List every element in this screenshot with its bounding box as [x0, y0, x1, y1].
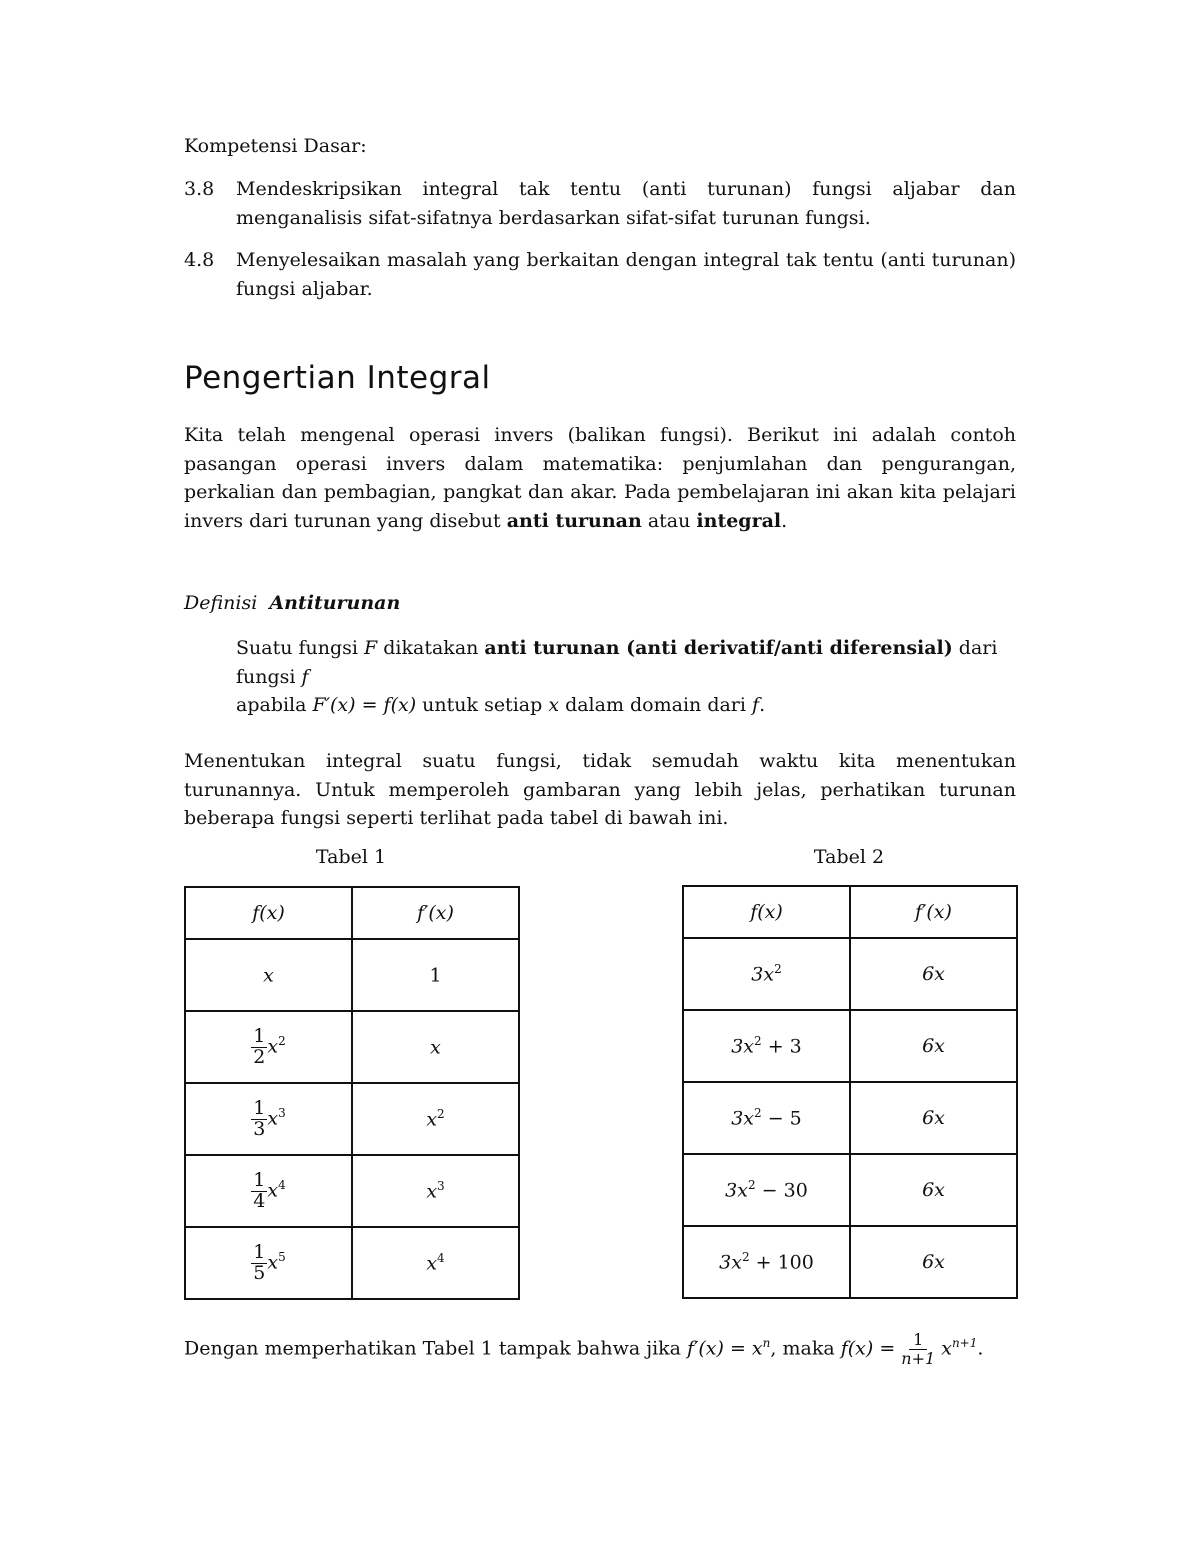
section-title: Pengertian Integral	[184, 360, 491, 396]
table2-cell-fx	[683, 938, 850, 1010]
math-exponent: 3	[437, 1179, 445, 1194]
def-text: dalam domain dari	[559, 694, 753, 716]
table1-header-fpx: f′(x)	[352, 887, 519, 939]
table2-cell-fx	[683, 1154, 850, 1226]
math-F: F	[364, 637, 378, 659]
conclusion-mid: , maka	[770, 1337, 841, 1360]
math-term: 3x	[751, 963, 775, 986]
math-exponent: 2	[278, 1033, 286, 1048]
table2-cell-fx	[683, 1082, 850, 1154]
table2-cell-fx	[683, 1010, 850, 1082]
math-exponent: 2	[754, 1106, 762, 1121]
math-exponent: 2	[741, 1250, 750, 1265]
conclusion-eq2: f(x) =	[840, 1337, 902, 1360]
definition-line-2	[236, 691, 1016, 720]
table1-cell-fpx	[352, 1083, 519, 1155]
definition-bold-term: anti turunan (anti derivatif/anti diferensial)	[484, 637, 953, 659]
math-term: 3x	[725, 1179, 748, 1202]
table1-cell-fx	[185, 939, 352, 1011]
math-base: x	[267, 1179, 279, 1201]
fraction	[251, 1240, 267, 1284]
kompetensi-text: Menyelesaikan masalah yang berkaitan dengan integral tak tentu (anti turunan) fungsi aljabar.	[236, 249, 1016, 300]
def-text: .	[759, 694, 766, 716]
table2	[682, 885, 1018, 1299]
table2-cell-fpx: 6x	[850, 1154, 1017, 1226]
definition-line-1	[236, 634, 1016, 691]
intro-lead: Kita telah mengenal operasi invers (balikan fungsi). Berikut ini adalah contoh pasangan operasi invers dalam matematika: penjumlahan dan pengurangan, perkalian dan pembagian, pangkat dan akar. Pada pembelajaran ini akan kita pelajari invers dari turunan yang disebut	[184, 424, 1016, 532]
table1-header-fx: f(x)	[185, 887, 352, 939]
math-exponent: 2	[437, 1107, 445, 1122]
fraction	[251, 1024, 267, 1068]
math-base: x	[426, 1180, 438, 1203]
math-base: x	[430, 1036, 441, 1059]
fraction	[251, 1096, 267, 1140]
math-base: 1	[429, 964, 442, 987]
fraction-denominator: 5	[253, 1261, 266, 1284]
kompetensi-number: 4.8	[184, 249, 215, 271]
conclusion-end: .	[977, 1337, 984, 1360]
conclusion-fraction	[901, 1331, 935, 1367]
table2-cell-fpx: 6x	[850, 938, 1017, 1010]
fraction-denominator: 4	[253, 1189, 266, 1212]
conclusion-eq1: f′(x) = x	[687, 1337, 763, 1360]
definition-term: Antiturunan	[269, 592, 401, 614]
def-text: apabila	[236, 694, 313, 716]
table2-caption: Tabel 2	[813, 846, 885, 868]
kompetensi-item	[184, 175, 1016, 232]
fraction-numerator: 1	[253, 1240, 266, 1263]
math-exponent: 2	[774, 962, 782, 977]
term-anti-turunan: anti turunan	[506, 509, 642, 532]
table1-cell-fpx	[352, 1011, 519, 1083]
intro-paragraph	[184, 421, 1016, 535]
fraction-denominator: 3	[253, 1117, 266, 1140]
table2-cell-fpx: 6x	[850, 1010, 1017, 1082]
kompetensi-text: Mendeskripsikan integral tak tentu (anti turunan) fungsi aljabar dan menganalisis sifat-sifatnya berdasarkan sifat-sifat turunan fungsi.	[236, 178, 1016, 229]
fraction	[251, 1168, 267, 1212]
math-constant: + 100	[749, 1251, 814, 1274]
table1-cell-fx	[185, 1083, 352, 1155]
definition-title	[184, 592, 400, 614]
definition-equation: F′(x) = f(x)	[312, 694, 417, 716]
table1-cell-fpx	[352, 1155, 519, 1227]
table1-cell-fx	[185, 1155, 352, 1227]
math-constant: + 3	[761, 1035, 802, 1058]
kompetensi-item	[184, 246, 1016, 303]
table1-row	[185, 1227, 519, 1299]
conclusion-exp: n+1	[951, 1336, 978, 1350]
conclusion	[184, 1320, 1016, 1371]
conclusion-eq1-exp: n	[762, 1336, 771, 1350]
table1-cell-fpx	[352, 1227, 519, 1299]
table2-row	[683, 1082, 1017, 1154]
table2-row	[683, 1010, 1017, 1082]
math-term: 3x	[731, 1107, 755, 1130]
math-term: 3x	[731, 1035, 755, 1058]
math-base: x	[267, 1107, 279, 1129]
table2-row	[683, 1154, 1017, 1226]
table2-header-fx: f(x)	[683, 886, 850, 938]
table1-cell-fx	[185, 1011, 352, 1083]
table1-row	[185, 939, 519, 1011]
fraction-numerator: 1	[253, 1024, 266, 1047]
math-term: 3x	[719, 1251, 742, 1274]
table1	[184, 886, 520, 1300]
fraction-numerator: 1	[909, 1331, 927, 1350]
table2-header-fpx: f′(x)	[850, 886, 1017, 938]
math-base: x	[267, 1251, 279, 1273]
table1-row	[185, 1083, 519, 1155]
math-exponent: 2	[754, 1034, 762, 1049]
def-text: untuk setiap	[416, 694, 549, 716]
term-integral: integral	[696, 509, 782, 532]
definition-body	[236, 634, 1016, 720]
math-constant: − 5	[761, 1107, 802, 1130]
fraction-numerator: 1	[253, 1168, 266, 1191]
table2-cell-fpx: 6x	[850, 1082, 1017, 1154]
conclusion-text: Dengan memperhatikan Tabel 1 tampak bahwa jika	[184, 1337, 688, 1360]
math-exponent: 2	[747, 1178, 756, 1193]
kompetensi-number: 3.8	[184, 178, 215, 200]
table2-row	[683, 1226, 1017, 1298]
intro-end: .	[781, 509, 788, 532]
math-x: x	[548, 694, 560, 716]
kompetensi-heading: Kompetensi Dasar:	[184, 135, 367, 157]
math-base: x	[426, 1108, 438, 1131]
math-base: x	[263, 964, 274, 987]
def-text: dari fungsi	[236, 637, 998, 688]
math-base: x	[426, 1252, 438, 1275]
math-f: f	[301, 665, 309, 688]
intro-mid: atau	[641, 509, 697, 532]
math-exponent: 5	[278, 1249, 286, 1264]
definition-prefix: Definisi	[184, 592, 258, 614]
math-exponent: 3	[278, 1105, 286, 1120]
math-base: x	[267, 1035, 279, 1057]
math-exponent: 4	[278, 1177, 286, 1192]
table2-cell-fpx: 6x	[850, 1226, 1017, 1298]
table1-cell-fpx	[352, 939, 519, 1011]
conclusion-base: x	[941, 1337, 952, 1360]
fraction-denominator: n+1	[901, 1348, 936, 1368]
def-text: Suatu fungsi	[236, 637, 365, 659]
table1-row	[185, 1155, 519, 1227]
math-constant: − 30	[755, 1179, 808, 1202]
fraction-denominator: 2	[253, 1045, 266, 1068]
math-f: f	[752, 694, 760, 716]
table1-row	[185, 1011, 519, 1083]
table2-cell-fx	[683, 1226, 850, 1298]
paragraph-2: Menentukan integral suatu fungsi, tidak semudah waktu kita menentukan turunannya. Untuk memperoleh gambaran yang lebih jelas, perhatikan turunan beberapa fungsi seperti terlihat pada tabel di bawah ini.	[184, 750, 1016, 829]
fraction-numerator: 1	[253, 1096, 266, 1119]
table1-cell-fx	[185, 1227, 352, 1299]
table2-row	[683, 938, 1017, 1010]
def-text: dikatakan	[377, 637, 485, 659]
math-exponent: 4	[437, 1251, 445, 1266]
table1-caption: Tabel 1	[315, 846, 387, 868]
